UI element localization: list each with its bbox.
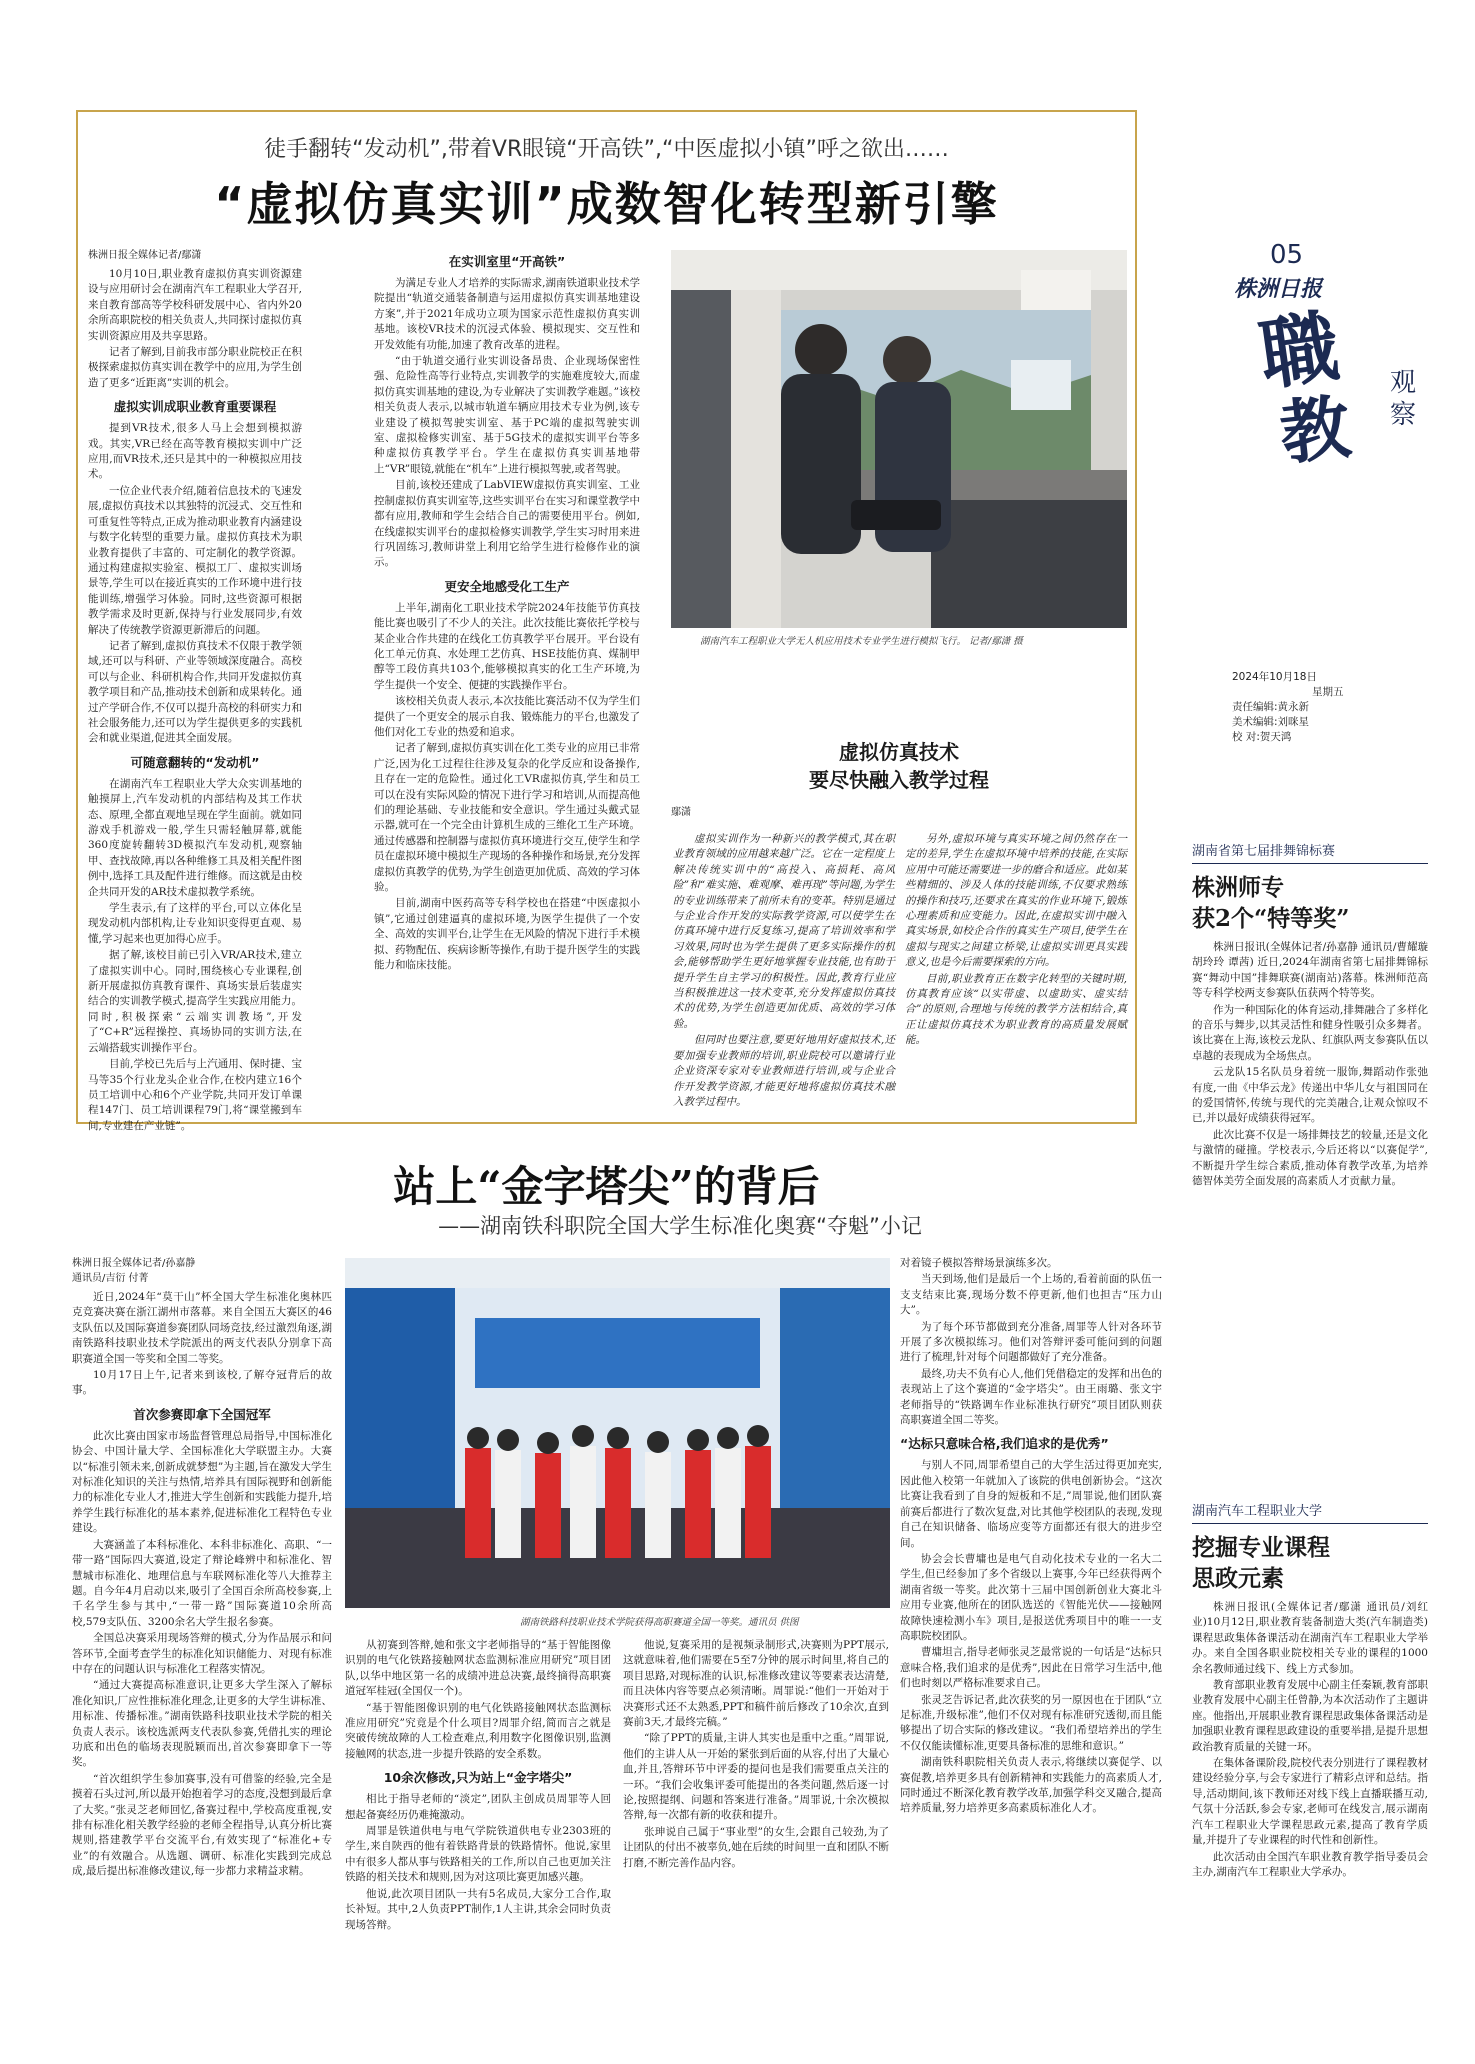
paragraph: 株洲日报讯(全媒体记者/鄢潇 通讯员/刘红业)10月12日,职业教育装备制造大类(汽车制造类)课程思政集体备课活动在湖南汽车工程职业大学举办。来自全国各职业院校相关专业的课程的1000余名教师通过线下、线上方式参加。 [1192,1601,1428,1675]
paragraph: 在集体备课阶段,院校代表分别进行了课程教材建设经验分享,与会专家进行了精彩点评和总结。指导,活动期间,该下教师还对线下线上直播联播互动,气氛十分活跃,参会专家,老师可在线发言,展示湖南汽车工程职业大学课程思政元素,提高了教育学质量,并提升了专业课程的时代性和创新性。 [1192,1757,1428,1847]
side1-title [1192,872,1428,934]
kicker: 徒手翻转“发动机”,带着VR眼镜“开高铁”,“中医虚拟小镇”呼之欲出…… [264,137,949,162]
paragraph: 近日,2024年“莫干山”杯全国大学生标准化奥林匹克竞赛决赛在浙江湖州市落幕。来自全国五大赛区的46支队伍以及国际赛道参赛团队同场竞技,经过激烈角逐,湖南铁路科技职业技术学院派出的两支代表队分别拿下高职赛道全国一等奖和全国二等奖。 [72,1291,332,1365]
a3-photo-caption: 湖南铁路科技职业技术学院获得高职赛道全国一等奖。通讯员 供图 [520,1617,799,1628]
paragraph: “通过大赛提高标准意识,让更多大学生深入了解标准化知识,厂应性推标准化理念,让更多的大学生讲标准、用标准、传播标准。”湖南铁路科技职业技术学院的相关负责人表示。该校选派两支代表队参赛,凭借扎实的理论功底和出色的临场表现脱颖而出,首次参赛即拿下一等奖。 [72,1679,332,1769]
paragraph: 作为一种国际化的体育运动,排舞融合了多样化的音乐与舞步,以其灵活性和健身性吸引众多舞者。该比赛在上海,该校云龙队、红旗队两支参赛队伍以卓越的表现成为全场焦点。 [1192,1003,1428,1062]
a1-col2 [374,246,640,974]
a1-subhead-1: 虚拟实训成职业教育重要课程 [113,399,277,415]
paragraph: 株洲日报讯(全媒体记者/孙嘉静 通讯员/曹耀璇 胡玲玲 谭茜) 近日,2024年湖南省第七届排舞锦标赛“舞动中国”排舞联赛(湖南站)落幕。株洲师范高等专科学校两支参赛队伍获两个特等奖。 [1192,941,1428,1000]
side2-title-line1: 挖掘专业课程 [1192,1534,1330,1561]
paragraph: 与别人不同,周罪希望自己的大学生活过得更加充实,因此他入校第一年就加入了该院的供电创新协会。“这次比赛让我看到了自身的短板和不足,”周罪说,他们团队赛前赛后都进行了数次复盘,对比其他学校团队的表现,发现自己在知识储备、临场应变等方面都还有很大的进步空间。 [900,1459,1162,1549]
paragraph: “首次组织学生参加赛事,没有可借鉴的经验,完全是摸着石头过河,所以最开始抱着学习的态度,没想到最后拿了大奖。”张灵芝老师回忆,备赛过程中,学校高度重视,安排有标准化相关教学经验的老师全程指导,认真分析比赛规则,搭建教学平台交流平台,有效实现了“标准化+专业”的有效融合。从选题、调研、标准化实践到完成总成,最后提出标准修改建议,每一步都力求精益求精。 [72,1772,332,1878]
a3-subhead-2: 10余次修改,只为站上“金字塔尖” [383,1770,573,1786]
paragraph: 协会会长曹墉也是电气自动化技术专业的一名大二学生,但已经参加了多个省级以上赛事,今年已经获得两个湖南省级一等奖。此次第十三届中国创新创业大赛北斗应用专业赛,他所在的团队选送的《智能光伏——接触网故障快速检测小车》项目,是报送优秀项目中的唯一一支高职院校团队。 [900,1552,1162,1642]
a1-subhead-4: 更安全地感受化工生产 [444,578,570,594]
paragraph: 张珅说自己属于“事业型”的女生,会跟自己较劲,为了让团队的付出不被辜负,她在后续的时间里一直和团队不断打磨,不断完善作品内容。 [623,1825,889,1869]
a1-byline: 株洲日报全媒体记者/鄢潇 [88,250,202,261]
photo-award-ceremony [345,1258,890,1608]
paragraph: 为了每个环节都做到充分准备,周罪等人针对各环节开展了多次模拟练习。他们对答辩评委可能问到的问题进行了梳理,针对每个问题都做好了充分准备。 [900,1320,1162,1364]
calligraphy-char-1: 職 [1254,300,1345,402]
paragraph: 在湖南汽车工程职业大学大众实训基地的触摸屏上,汽车发动机的内部结构及其工作状态、原理,全都直观地呈现在学生面前。就如同游戏手机游戏一般,学生只需轻触屏幕,就能360度旋转翻转3D模拟汽车发动机,观察轴甲、查找故障,再以各种维修工具及相关配件图例中,选择工具及配件进行维修。而这就是由校企共同开发的AR技术虚拟教学系统。 [88,777,302,898]
paragraph: 记者了解到,虚拟仿真实训在化工类专业的应用已非常广泛,因为化工过程往往涉及复杂的化学反应和设备操作,且存在一定的危险性。通过化工VR虚拟仿真,学生和员工可以在没有实际风险的情况下进行学习和培训,从而提高他们的理论基础、专业技能和安全意识。学生通过头戴式显示器,就可在一个完全由计算机生成的三维化工生产环境。通过传感器和控制器与虚拟仿真环境进行交互,使学生和学员在虚拟环境中模拟生产现场的各种操作和场景,充分发挥虚拟仿真教学的优势,为学生创造更加优质、高效的学习体验。 [374,742,640,894]
editor: 责任编辑:黄永新 [1232,701,1310,713]
page-number: 05 [1270,240,1304,270]
paragraph: 目前,该校还建成了LabVIEW虚拟仿真实训室、工业控制虚拟仿真实训室等,这些实训平台在实习和课堂教学中都有应用,教师和学生会结合自己的需要使用平台。例如,在线虚拟实训平台的虚拟检修实训教学,学生实习时用来进行巩固练习,教师讲堂上利用它给学生进行检修作业的演示。 [374,479,640,569]
paragraph: 10月17日上午,记者来到该校,了解夺冠背后的故事。 [72,1369,332,1397]
paragraph: 10月10日,职业教育虚拟仿真实训资源建设与应用研讨会在湖南汽车工程职业大学召开,来自教育部高等学校科研发展中心、省内外20余所高职院校的相关负责人,共同探讨虚拟仿真实训资源应用及共享思路。 [88,268,302,342]
paragraph: “由于轨道交通行业实训设备昂贵、企业现场保密性强、危险性高等行业特点,实训教学的实施难度较大,而虚拟仿真实训基地的建设,为专业解决了实训教学难题。”该校相关负责人表示,以城市轨道车辆应用技术专业为例,该专业建设了模拟驾驶实训室、基于PC端的虚拟驾驶实训室、虚拟检修实训室、基于5G技术的虚拟实训平台等多种虚拟仿真教学平台。学生在虚拟仿真实训基地带上“VR”眼镜,就能在“机车”上进行模拟驾驶,或者驾驶。 [374,355,640,475]
a3-byline-2: 通讯员/吉衍 付菁 [72,1273,149,1284]
paragraph: 此次比赛由国家市场监督管理总局指导,中国标准化协会、中国计量大学、全国标准化大学联盟主办。大赛以“标准引领未来,创新成就梦想”为主题,旨在激发大学生对标准化知识的关注与热情,培养具有国际视野和创新能力的标准化专业人才,推进大学生创新和实践能力提升,培养学生践行标准化的基本素养,促进标准化工程特色专业建设。 [72,1429,332,1535]
a3-col2 [345,1638,611,1934]
a2-headline [671,738,1127,794]
a1-photo-caption: 湖南汽车工程职业大学无人机应用技术专业学生进行模拟飞行。 记者/鄢潇 摄 [700,636,1023,647]
paragraph: 记者了解到,虚拟仿真技术不仅限于教学领域,还可以与科研、产业等领域深度融合。高校可以与企业、科研机构合作,共同开发虚拟仿真教学项目和产品,推动技术创新和成果转化。通过产学研合作,不仅可以提升高校的科研实力和社会服务能力,还可以为学生提供更多的实践机会和就业渠道,促进其全面发展。 [88,639,302,745]
paragraph: 虚拟实训作为一种新兴的教学模式,其在职业教育领域的应用越来越广泛。它在一定程度上解决传统实训中的“高投入、高损耗、高风险”和“难实施、难观摩、难再现”等问题,为学生的专业训练带来了前所未有的变革。特别是通过与企业合作开发的实际教学资源,可以使学生在仿真环境中进行反复练习,提高了培训效率和学习效果,同时也为学生提供了更多实际操作的机会,能够帮助学生更好地掌握专业技能,也有助于提升学生自主学习的积极性。因此,教育行业应当积极推进这一技术变革,充分发挥虚拟仿真技术的优势,为学生创造更加优质、高效的学习体验。 [673,833,895,1030]
paper-name: 株洲日报 [1234,276,1323,302]
calligraphy-char-2: 教 [1275,385,1355,476]
paragraph: 目前,职业教育正在数字化转型的关键时期,仿真教育应该“以实带虚、以虚助实、虚实结合”的原则,合理地与传统的教学方法相结合,真正让虚拟仿真技术为职业教育的高质量发展赋能。 [905,972,1127,1047]
paragraph: 一位企业代表介绍,随着信息技术的飞速发展,虚拟仿真技术以其独特的沉浸式、交互性和可重复性等特点,正成为推动职业教育内涵建设与数字化转型的重要力量。虚拟仿真技术为职业教育提供了丰富的、可定制化的教学资源。通过构建虚拟实验室、模拟工厂、虚拟实训场景等,学生可以在接近真实的工作环境中进行技能训练,增强学习体验。同时,这些资源可根据教学需求及时更新,保持与行业发展同步,有效解决了传统教学资源更新滞后的问题。 [88,484,302,636]
weekday: 星期五 [1312,686,1344,698]
proofreader: 校 对:贺天鸿 [1232,731,1292,743]
a3-headline: 站上“金字塔尖”的背后 [393,1162,820,1211]
a3-subhead-3: “达标只意味合格,我们追求的是优秀” [900,1436,1109,1452]
paragraph: 目前,学校已先后与上汽通用、保时捷、宝马等35个行业龙头企业合作,在校内建立16个员工培训中心和6个产业学院,共同开发订单课程147门、员工培训课程79门,将“课堂搬到车间,专业建在产业链”。 [88,1058,302,1132]
paragraph: 记者了解到,目前我市部分职业院校正在积极探索虚拟仿真实训在教学中的应用,为学生创造了更多“近距离”实训的机会。 [88,346,302,389]
paragraph: 相比于指导老师的“淡定”,团队主创成员周罪等人回想起备赛经历仍难掩激动。 [345,1793,611,1821]
paragraph: 提到VR技术,很多人马上会想到模拟游戏。其实,VR已经在高等教育模拟实训中广泛应用,而VR技术,还只是其中的一种模拟应用技术。 [88,422,302,481]
paragraph: 云龙队15名队员身着统一服饰,舞蹈动作张弛有度,一曲《中华云龙》传递出中华儿女与祖国同在的爱国情怀,传统与现代的完美融合,让观众惊叹不已,并以最好成绩获得冠军。 [1192,1066,1428,1125]
paragraph: 教育部职业教育发展中心副主任秦颖,教育部职业教育发展中心副主任曾静,为本次活动作了主题讲座。他指出,开展职业教育课程思政集体备课活动是加强职业教育课程思政建设的重要举措,是提升思想政治教育质量的关键一环。 [1192,1679,1428,1753]
a1-subhead-3: 在实训室里“开高铁” [448,254,566,269]
paragraph: 上半年,湖南化工职业技术学院2024年技能节仿真技能比赛也吸引了不少人的关注。此次技能比赛依托学校与某企业合作共建的在线化工仿真教学平台展开。平台设有化工单元仿真、水处理工艺仿真、HSE技能仿真、煤制甲醇等工段仿真共103个,能够模拟真实的化工生产环境,为学生提供一个安全、便捷的实践操作平台。 [374,601,640,691]
paragraph: 但同时也要注意,要更好地用好虚拟技术,还要加强专业教师的培训,职业院校可以邀请行业企业资深专家对专业教师进行培训,或与企业合作开发教学资源,才能更好地将虚拟仿真技术融入教学过程中。 [673,1034,895,1108]
side-article-2 [1192,1500,1428,1881]
paragraph: 他说,此次项目团队一共有5名成员,大家分工合作,取长补短。其中,2人负责PPT制作,1人主讲,其余会同时负责现场答辩。 [345,1887,611,1931]
side1-header: 湖南省第七届排舞锦标赛 [1192,840,1428,864]
side2-header: 湖南汽车工程职业大学 [1192,1500,1428,1524]
section-name: 观察 [1390,368,1417,430]
a2-col1 [673,832,895,1111]
paragraph: 从初赛到答辩,她和张文宇老师指导的“基于智能图像识别的电气化铁路接触网状态监测标准应用研究”项目团队,以华中地区第一名的成绩冲进总决赛,最终摘得高职赛道冠军桂冠(全国仅一个)。 [345,1639,611,1698]
paragraph: 学生表示,有了这样的平台,可以立体化呈现发动机内部机构,让专业知识变得更直观、易懂,学习起来也更加得心应手。 [88,902,302,945]
a2-byline: 鄢潇 [671,807,691,818]
a3-col1 [72,1256,332,1881]
side2-title-line2: 思政元素 [1192,1565,1284,1592]
a3-byline: 株洲日报全媒体记者/孙嘉静 [72,1258,196,1269]
paragraph: 最终,功夫不负有心人,他们凭借稳定的发挥和出色的表现站上了这个赛道的“金字塔尖”。由王雨璐、张文宇老师指导的“铁路调车作业标准执行研究”项目团队则获高职赛道全国二等奖。 [900,1367,1162,1427]
paragraph: 当天到场,他们是最后一个上场的,看着前面的队伍一支支结束比赛,现场分数不停更新,他们也担吉“压力山大”。 [900,1273,1162,1317]
side2-title [1192,1532,1428,1594]
a3-subhead-1: 首次参赛即拿下全国冠军 [133,1406,271,1422]
masthead [1230,240,1450,476]
issue-date: 2024年10月18日 [1232,671,1317,683]
art-editor: 美术编辑:刘咪星 [1232,716,1310,728]
paragraph: 张灵芝告诉记者,此次获奖的另一原因也在于团队“立足标准,升级标准”,他们不仅对现有标准研究透彻,而且能够提出了切合实际的修改建议。“我们希望培养出的学生不仅仅能读懂标准,更要具备标准的思维和意识。” [900,1693,1162,1752]
a1-subhead-2: 可随意翻转的“发动机” [130,754,260,770]
paragraph: “除了PPT的质量,主讲人其实也是重中之重。”周罪说,他们的主讲人从一开始的紧张到后面的从容,付出了大量心血,并且,答辩环节中评委的提问也是我们需要重点关注的一环。“我们会收集评委可能提出的各类问题,然后逐一讨论,按照提纲、问题和答案进行准备。”周罪说,十余次模拟答辩,每一次都有新的收获和提升。 [623,1732,889,1822]
a3-col3 [623,1638,889,1872]
paragraph: 为满足专业人才培养的实际需求,湖南铁道职业技术学院提出“轨道交通装备制造与运用虚拟仿真实训基地建设方案”,并于2021年成功立项为国家示范性虚拟仿真实训基地。该校VR技术的沉浸式体验、模拟现实、交互性和开发效能有功能,加速了教育改革的进程。 [374,277,640,351]
side1-title-line1: 株洲师专 [1192,874,1284,901]
paragraph: 另外,虚拟环境与真实环境之间仍然存在一定的差异,学生在虚拟环境中培养的技能,在实际应用中可能还需要进一步的磨合和适应。此如某些精细的、涉及人体的技能训练,不仅要求熟练的操作和技巧,还要求在真实的作业环境下,锻炼心理素质和应变能力。因此,在虚拟实训中融入真实场景,如校企合作的真实生产项目,使学生在虚拟与现实之间建立桥梁,让虚拟实训更具实践意义,也是今后需要探索的方向。 [905,833,1127,969]
paragraph: 全国总决赛采用现场答辩的模式,分为作品展示和问答环节,全面考查学生的标准化知识储能力、对现有标准中存在的问题认识与标准化工程落实情况。 [72,1632,332,1675]
paragraph: 周罪是铁道供电与电气学院铁道供电专业2303班的学生,来自陕西的他有着铁路背景的铁路情怀。他说,家里中有很多人都从事与铁路相关的工作,所以自己也更加关注铁路的相关技术和规则,因为对这项比赛更加感兴趣。 [345,1825,611,1884]
a3-subhead: ——湖南铁科职院全国大学生标准化奥赛“夺魁”小记 [438,1214,922,1238]
masthead-info [1232,670,1402,745]
a3-col4 [900,1256,1162,1818]
paragraph: 对着镜子模拟答辩场景演练多次。 [900,1257,1058,1269]
a2-col2 [905,832,1127,1050]
a1-col1 [88,248,302,1135]
paragraph: 目前,湖南中医药高等专科学校也在搭建“中医虚拟小镇”,它通过创建逼真的虚拟环境,为医学生提供了一个安全、高效的实训平台,让学生在无风险的情况下进行手术模拟、药物配伍、疾病诊断等操作,有助于提升医学生的实践能力和临床技能。 [374,897,640,972]
paragraph: 该校相关负责人表示,本次技能比赛活动不仅为学生们提供了一个更安全的展示自我、锻炼能力的平台,也激发了他们对化工专业的热爱和追求。 [374,695,640,738]
paragraph: 大赛涵盖了本科标准化、本科非标准化、高职、“一带一路”国际四大赛道,设定了辩论峰辨中和标准化、智慧城市标准化、地理信息与车联网标准化等八大推荐主题。自今年4月启动以来,吸引了全国百余所高校参赛,上千名学生参与其中,“一带一路”国际赛道10余所高校,579支队伍、3200余名大学生报名参赛。 [72,1538,332,1628]
paragraph: 曹墉坦言,指导老师张灵芝最常说的一句话是“达标只意味合格,我们追求的是优秀”,因此在日常学习生活中,他们也时刻以严格标准要求自己。 [900,1646,1162,1690]
paragraph: “基于智能图像识别的电气化铁路接触网状态监测标准应用研究”究竟是个什么项目?周罪介绍,简而言之就是突破传统故障的人工检查难点,利用数字化图像识别,监测接触网的状态,进一步提升铁路的安全系数。 [345,1701,611,1760]
photo-simulation-lab [671,250,1127,628]
paragraph: 他说,复赛采用的是视频录制形式,决赛则为PPT展示,这就意味着,他们需要在5至7分钟的展示时间里,将自己的项目思路,对现标准的认识,标准修改建议等要素表达清楚,而且决体内容等要点必须清晰。周罪说:“他们一开始对于决赛形式还不太熟悉,PPT和稿件前后修改了10余次,直到赛前3天,才最终完稿。” [623,1639,889,1729]
paragraph: 湖南铁科职院相关负责人表示,将继续以赛促学、以赛促教,培养更多具有创新精神和实践能力的高素质人才,同时通过不断深化教育教学改革,加强学科交叉融合,提高培养质量,努力培养更多高素质标准化人才。 [900,1756,1162,1815]
paragraph: 据了解,该校目前已引入VR/AR技术,建立了虚拟实训中心。同时,围绕核心专业课程,创新开展虚拟仿真教育课件、真场实景后装虚实结合的实训教学模式,提高学生实践应用能力。同时,积极探索“云端实训教场”,开发了“C+R”远程操控、真场协同的实训方法,在云端搭载实训操作平台。 [88,949,302,1054]
paragraph: 此次比赛不仅是一场排舞技艺的较量,还是文化与激情的碰撞。学校表示,今后还将以“以赛促学”,不断提升学生综合素质,推动体育教学改革,为培养德智体美劳全面发展的高素质人才贡献力量。 [1192,1128,1428,1188]
headline: “虚拟仿真实训”成数智化转型新引擎 [214,177,999,231]
side-article-1 [1192,840,1428,1191]
a2-headline-line1: 虚拟仿真技术 [839,740,959,764]
paragraph: 此次活动由全国汽车职业教育教学指导委员会主办,湖南汽车工程职业大学承办。 [1192,1850,1428,1878]
side1-title-line2: 获2个“特等奖” [1192,905,1350,932]
a2-headline-line2: 要尽快融入教学过程 [809,768,989,792]
